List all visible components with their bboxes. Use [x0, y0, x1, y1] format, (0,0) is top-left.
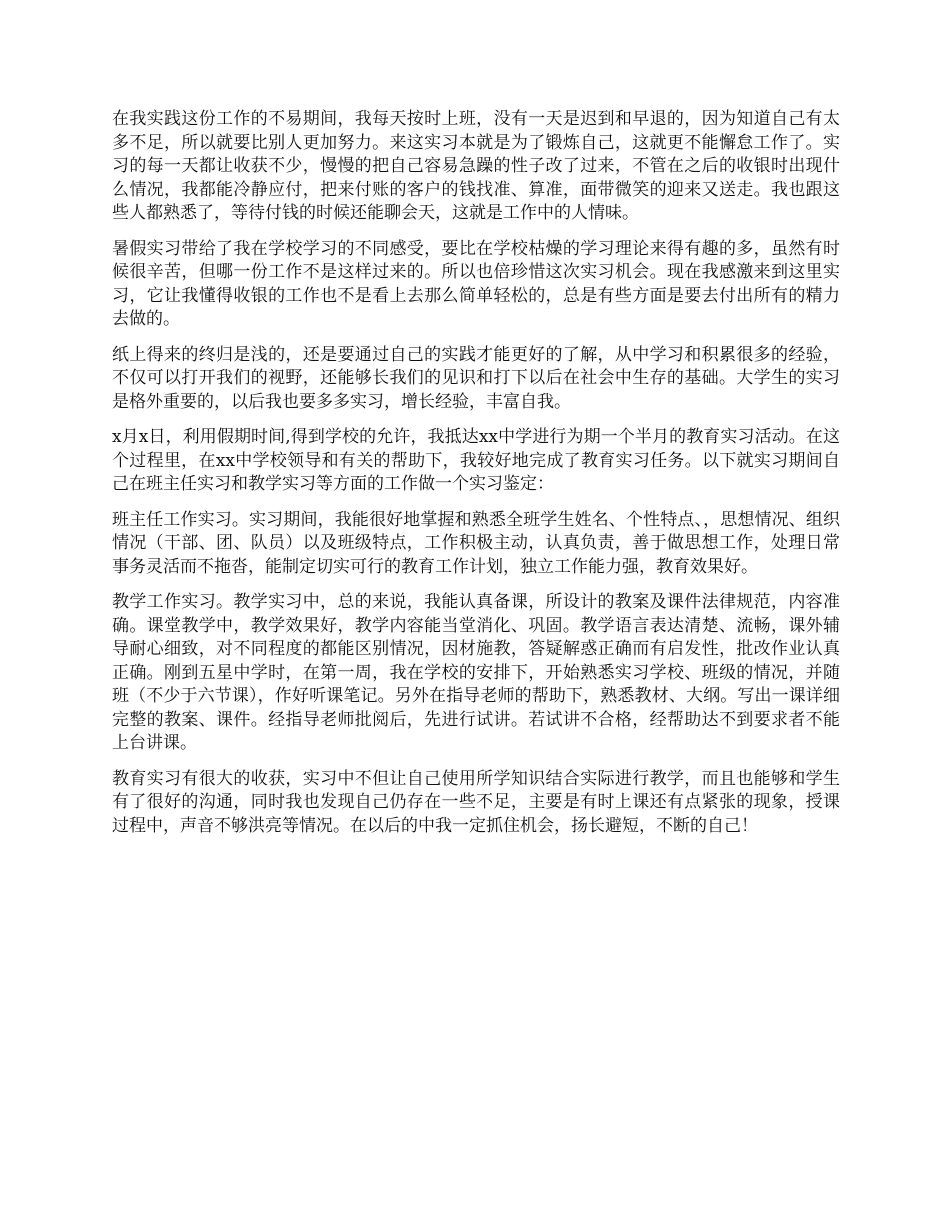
paragraph-3: 纸上得来的终归是浅的，还是要通过自己的实践才能更好的了解，从中学习和积累很多的经验，不仅可以打开我们的视野，还能够长我们的见识和打下以后在社会中生存的基础。大学生的实习是格外重要的，以后我也要多多实习，增长经验，丰富自我。	[112, 344, 840, 412]
paragraph-6: 教学工作实习。教学实习中，总的来说，我能认真备课，所设计的教案及课件法律规范，内容准确。课堂教学中，教学效果好，教学内容能当堂消化、巩固。教学语言表达清楚、流畅，课外辅导耐心细致，对不同程度的都能区别情况，因材施教，答疑解惑正确而有启发性，批改作业认真正确。刚到五星中学时，在第一周，我在学校的安排下，开始熟悉实习学校、班级的情况，并随班（不少于六节课），作好听课笔记。另外在指导老师的帮助下，熟悉教材、大纲。写出一课详细完整的教案、课件。经指导老师批阅后，先进行试讲。若试讲不合格，经帮助达不到要求者不能上台讲课。	[112, 592, 840, 753]
paragraph-1: 在我实践这份工作的不易期间，我每天按时上班，没有一天是迟到和早退的，因为知道自己有太多不足，所以就要比别人更加努力。来这实习本就是为了锻炼自己，这就更不能懈怠工作了。实习的每一天都让收获不少，慢慢的把自己容易急躁的性子改了过来，不管在之后的收银时出现什么情况，我都能冷静应付，把来付账的客户的钱找准、算准，面带微笑的迎来又送走。我也跟这些人都熟悉了，等待付钱的时候还能聊会天，这就是工作中的人情味。	[112, 109, 840, 223]
paragraph-5: 班主任工作实习。实习期间，我能很好地掌握和熟悉全班学生姓名、个性特点、，思想情况、组织情况（干部、团、队员）以及班级特点，工作积极主动，认真负责，善于做思想工作，处理日常事务灵活而不拖沓，能制定切实可行的教育工作计划，独立工作能力强，教育效果好。	[112, 509, 840, 577]
paragraph-2: 暑假实习带给了我在学校学习的不同感受，要比在学校枯燥的学习理论来得有趣的多，虽然有时候很辛苦，但哪一份工作不是这样过来的。所以也倍珍惜这次实习机会。现在我感激来到这里实习，它让我懂得收银的工作也不是看上去那么简单轻松的，总是有些方面是要去付出所有的精力去做的。	[112, 238, 840, 329]
document-body	[112, 108, 840, 850]
paragraph-7: 教育实习有很大的收获，实习中不但让自己使用所学知识结合实际进行教学，而且也能够和学生有了很好的沟通，同时我也发现自己仍存在一些不足，主要是有时上课还有点紧张的现象，授课过程中，声音不够洪亮等情况。在以后的中我一定抓住机会，扬长避短，不断的自己！	[112, 768, 840, 836]
paragraph-4: x月x日，利用假期时间,得到学校的允许，我抵达xx中学进行为期一个半月的教育实习活动。在这个过程里，在xx中学校领导和有关的帮助下，我较好地完成了教育实习任务。以下就实习期间自己在班主任实习和教学实习等方面的工作做一个实习鉴定：	[112, 427, 840, 494]
